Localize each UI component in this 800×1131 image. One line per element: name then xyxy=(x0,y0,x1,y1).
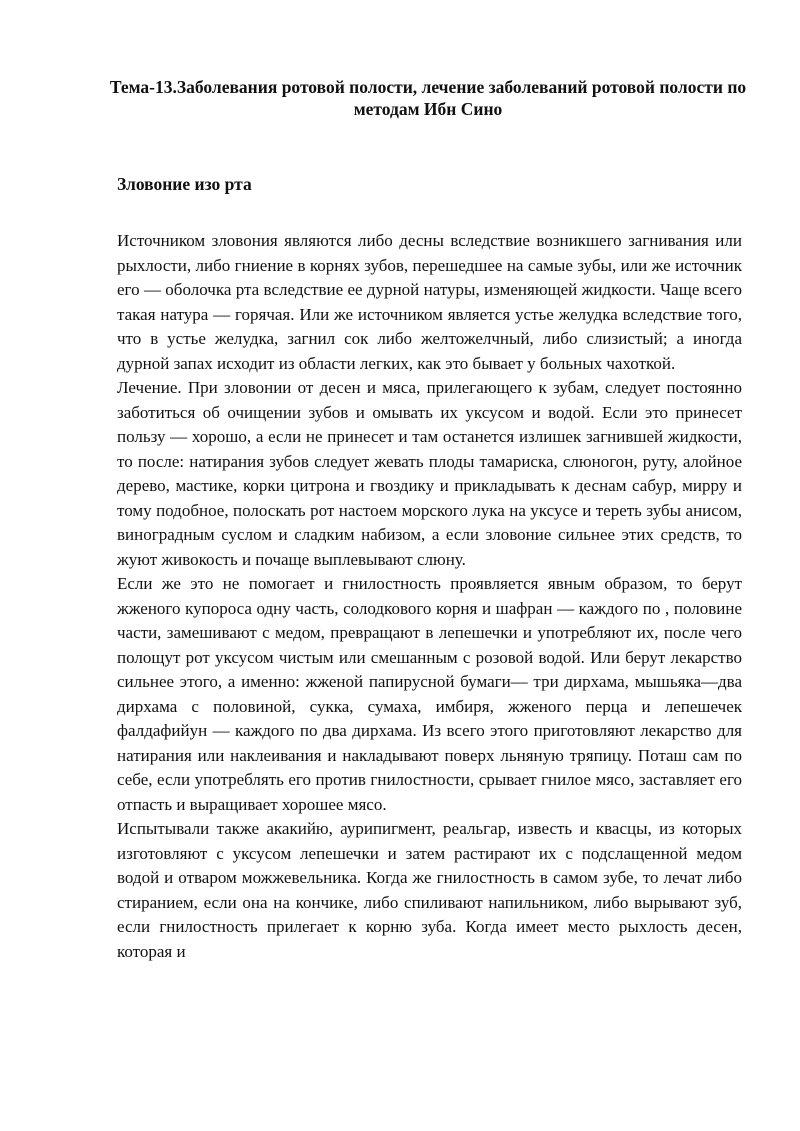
paragraph-tested-remedies: Испытывали также акакийю, аурипигмент, реальгар, известь и квасцы, из которых изготовляют с уксусом лепешечки и затем растирают их с подслащенной медом водой и отваром можжевельника. Когда же гнилостность в самом зубе, то лечат либо стиранием, если она на кончике, либо спиливают напильником, либо вырывают зуб, если гнилостность прилегает к корню зуба. Когда имеет место рыхлость десен, которая и xyxy=(117,819,742,961)
paragraph-sources: Источником зловония являются либо десны вследствие возникшего загнивания или рыхлости, либо гниение в корнях зубов, перешедшее на самые зубы, или же источник его — оболочка рта вследствие ее дурной натуры, изменяющей жидкости. Чаще всего такая натура — горячая. Или же источником является устье желудка вследствие того, что в устье желудка, загнил сок либо желтожелчный, либо слизистый; а иногда дурной запах исходит из области легких, как это бывает у больных чахоткой. xyxy=(117,231,742,373)
body-text xyxy=(117,229,742,964)
document-title: Тема-13.Заболевания ротовой полости, лечение заболеваний ротовой полости по методам Ибн Сино xyxy=(109,77,747,119)
paragraph-treatment: Лечение. При зловонии от десен и мяса, прилегающего к зубам, следует постоянно заботиться об очищении зубов и омывать их уксусом и водой. Если это принесет пользу — хорошо, а если не принесет и там останется излишек загнившей жидкости, то после: натирания зубов следует жевать плоды тамариска, слюногон, руту, алойное дерево, мастике, корки цитрона и гвоздику и прикладывать к деснам сабур, мирру и тому подобное, полоскать рот настоем морского лука на уксусе и тереть зубы анисом, виноградным суслом и сладким набизом, а если зловоние сильнее этих средств, то жуют живокость и почаще выплевывают слюну. xyxy=(117,378,742,569)
paragraph-remedies: Если же это не помогает и гнилостность проявляется явным образом, то берут жженого купороса одну часть, солодкового корня и шафран — каждого по , половине части, замешивают с медом, превращают в лепешечки и употребляют их, после чего полощут рот уксусом чистым или смешанным с розовой водой. Или берут лекарство сильнее этого, а именно: жженой папирусной бумаги— три дирхама, мышьяка—два дирхама с половиной, сукка, сумаха, имбиря, жженого перца и лепешечек фалдафийун — каждого по два дирхама. Из всего этого приготовляют лекарство для натирания или наклеивания и накладывают поверх льняную тряпицу. Поташ сам по себе, если употреблять его против гнилостности, срывает гнилое мясо, заставляет его отпасть и выращивает хорошее мясо. xyxy=(117,574,742,814)
section-heading: Зловоние изо рта xyxy=(117,174,252,194)
